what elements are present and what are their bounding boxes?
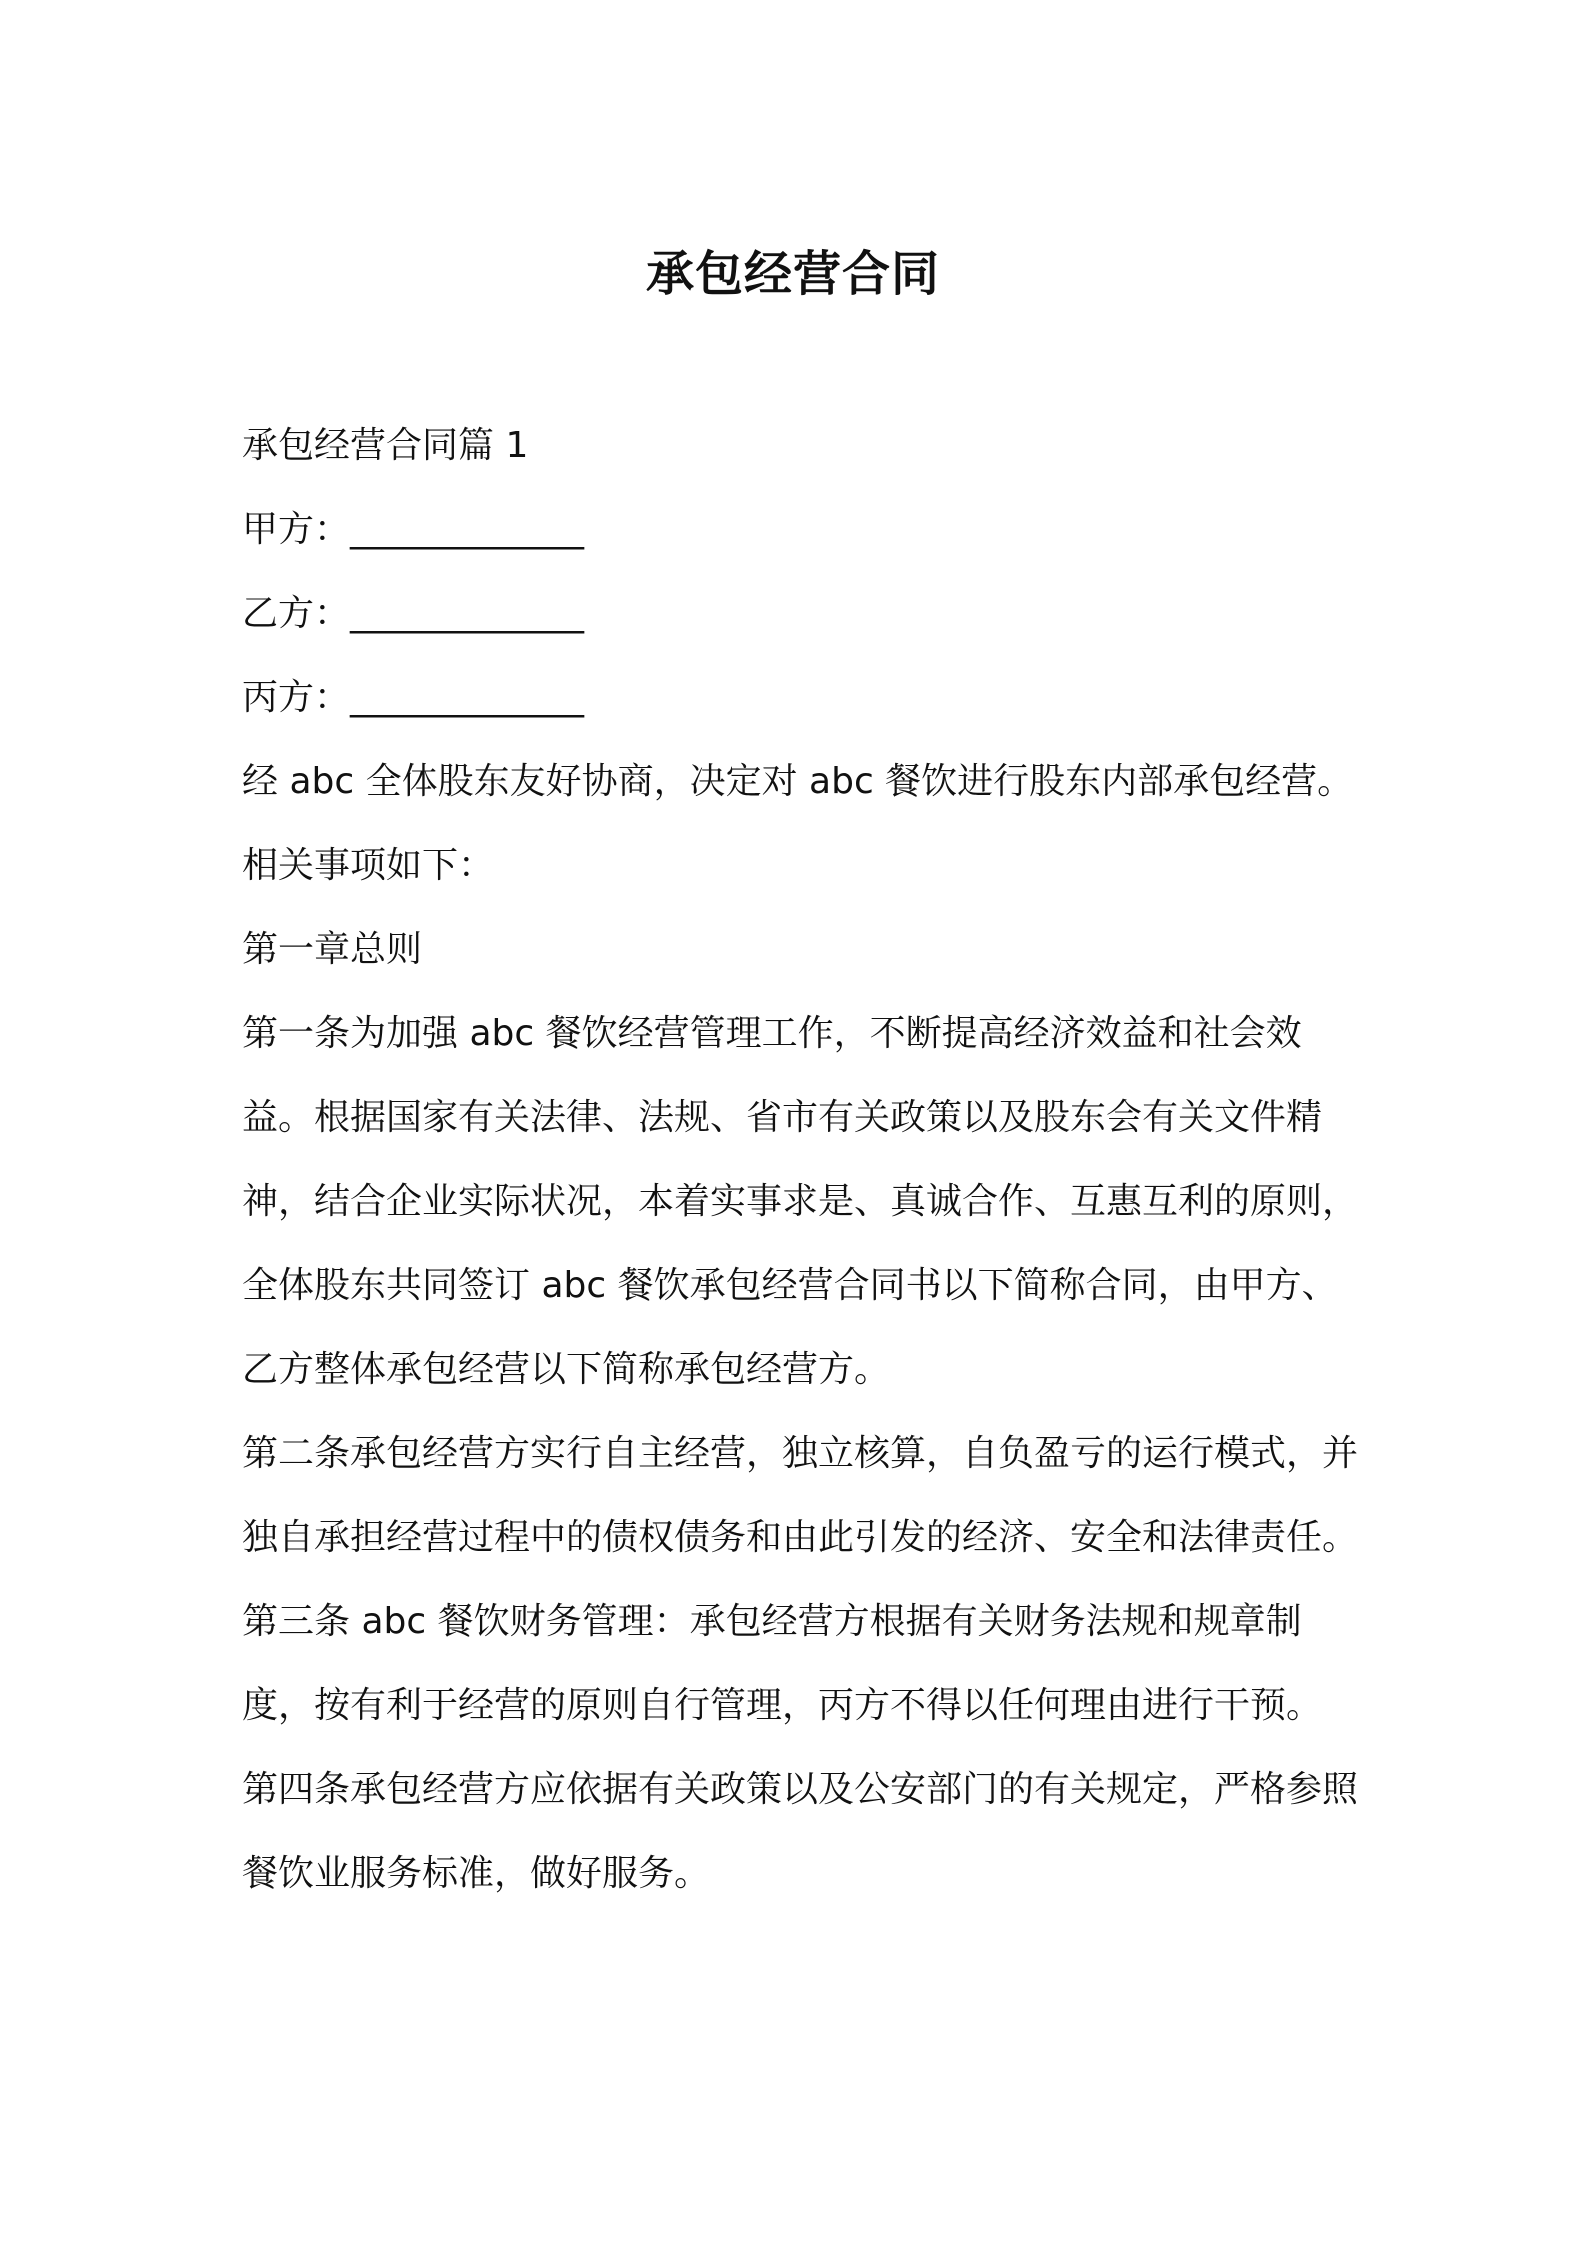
party-a-line: 甲方：_____________ (242, 509, 585, 550)
section-heading: 承包经营合同篇 1 (242, 425, 529, 466)
chapter-heading: 第一章总则 (242, 929, 423, 970)
party-c-line: 丙方：_____________ (242, 677, 585, 718)
intro-paragraph: 经 abc 全体股东友好协商，决定对 abc 餐饮进行股东内部承包经营。 (242, 761, 1354, 802)
article-2: 第二条承包经营方实行自主经营，独立核算，自负盈亏的运行模式，并独自承担经营过程中的债权债务和由此引发的经济、安全和法律责任。 (242, 1433, 1359, 1558)
matters-intro: 相关事项如下： (242, 845, 495, 886)
document-title: 承包经营合同 (645, 246, 940, 303)
article-3: 第三条 abc 餐饮财务管理：承包经营方根据有关财务法规和规章制度，按有利于经营的原则自行管理，丙方不得以任何理由进行干预。 (242, 1601, 1323, 1726)
article-4: 第四条承包经营方应依据有关政策以及公安部门的有关规定，严格参照餐饮业服务标准，做好服务。 (242, 1769, 1359, 1894)
article-1: 第一条为加强 abc 餐饮经营管理工作，不断提高经济效益和社会效益。根据国家有关法律、法规、省市有关政策以及股东会有关文件精神，结合企业实际状况，本着实事求是、真诚合作、互惠互利的原则，全体股东共同签订 abc 餐饮承包经营合同书以下简称合同，由甲方、乙方整体承包经营以下简称承包经营方。 (242, 1013, 1359, 1390)
document-body (242, 404, 1362, 1916)
party-b-line: 乙方：_____________ (242, 593, 585, 634)
